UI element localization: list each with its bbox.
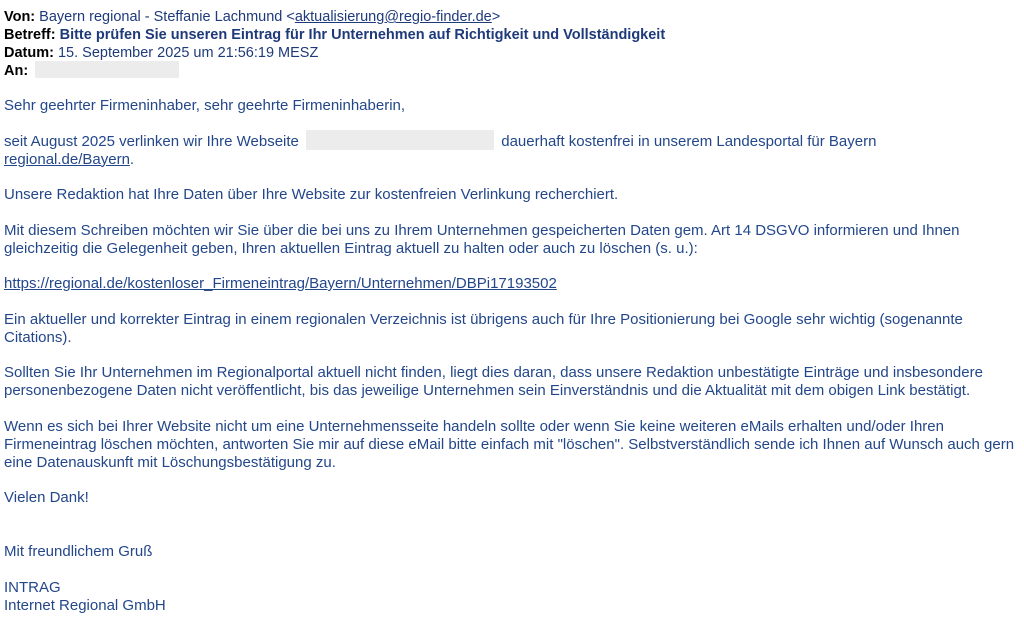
date-row (4, 44, 1014, 62)
recipient-redaction (35, 61, 179, 78)
to-label: An: (4, 63, 29, 79)
regional-bayern-link[interactable]: regional.de/Bayern (4, 150, 130, 168)
paragraph-delete: Wenn es sich bei Ihrer Website nicht um eine Unternehmensseite handeln sollte oder wenn Sie keine weiteren eMails erhalten und/oder Ihren Firmeneintrag löschen möchten, antworten Sie mir auf diese eMail bitte einfach mit "löschen". Selbstverständlich sende ich Ihnen auf Wunsch auch gern eine Datenauskunft mit Löschungsbestätigung zu. (4, 417, 1015, 471)
from-close: > (491, 9, 501, 25)
from-email-link[interactable]: aktualisierung@regio-finder.de (294, 9, 492, 25)
subject-text: Bitte prüfen Sie unseren Eintrag für Ihr Unternehmen auf Richtigkeit und Vollständigkeit (59, 27, 666, 43)
subject-row (4, 26, 1014, 44)
paragraph-website-link (4, 133, 1016, 169)
closing-text: Mit freundlichem Gruß (4, 543, 153, 560)
p1-end-text: dauerhaft kostenfrei in unserem Landesportal für Bayern (501, 132, 877, 150)
greeting: Sehr geehrter Firmeninhaber, sehr geehrte Firmeninhaberin, (4, 97, 406, 114)
thanks-text: Vielen Dank! (4, 489, 89, 506)
from-name: Bayern regional - Steffanie Lachmund < (39, 9, 295, 25)
date-text: 15. September 2025 um 21:56:19 MESZ (57, 45, 319, 61)
website-redaction (306, 130, 494, 150)
signature (4, 579, 1016, 615)
entry-link[interactable]: https://regional.de/kostenloser_Firmeneintrag/Bayern/Unternehmen/DBPi17193502 (4, 275, 557, 292)
paragraph-dsgvo: Mit diesem Schreiben möchten wir Sie über die bei uns zu Ihrem Unternehmen gespeicherten Daten gem. Art 14 DSGVO informieren und Ihnen gleichzeitig die Gelegenheit geben, Ihren aktuellen Eintrag aktuell zu halten oder auch zu löschen (s. u.): (4, 221, 960, 257)
from-row (4, 8, 1014, 26)
company-line-2: Internet Regional GmbH (4, 596, 166, 614)
paragraph-regionalportal: Sollten Sie Ihr Unternehmen im Regionalportal aktuell nicht finden, liegt dies daran, dass unsere Redaktion unbestätigte Einträge und insbesondere personenbezogene Daten nicht veröffentlicht, bis das jeweilige Unternehmen sein Einverständnis und die Aktualität mit dem obigen Link bestätigt. (4, 364, 983, 399)
paragraph-research: Unsere Redaktion hat Ihre Daten über Ihre Website zur kostenfreien Verlinkung recherchiert. (4, 186, 619, 203)
from-label: Von: (4, 9, 36, 25)
email-body (4, 97, 1016, 615)
subject-label: Betreff: (4, 27, 56, 43)
to-row (4, 62, 1014, 80)
date-label: Datum: (4, 45, 54, 61)
company-line-1: INTRAG (4, 578, 61, 596)
p1-start-text: seit August 2025 verlinken wir Ihre Webseite (4, 132, 299, 150)
paragraph-google: Ein aktueller und korrekter Eintrag in einem regionalen Verzeichnis ist übrigens auch für Ihre Positionierung bei Google sehr wichtig (sogenannte Citations). (4, 310, 963, 346)
email-headers (4, 8, 1014, 80)
paragraph-entry-link (4, 275, 1016, 293)
p1-dot: . (129, 150, 135, 168)
